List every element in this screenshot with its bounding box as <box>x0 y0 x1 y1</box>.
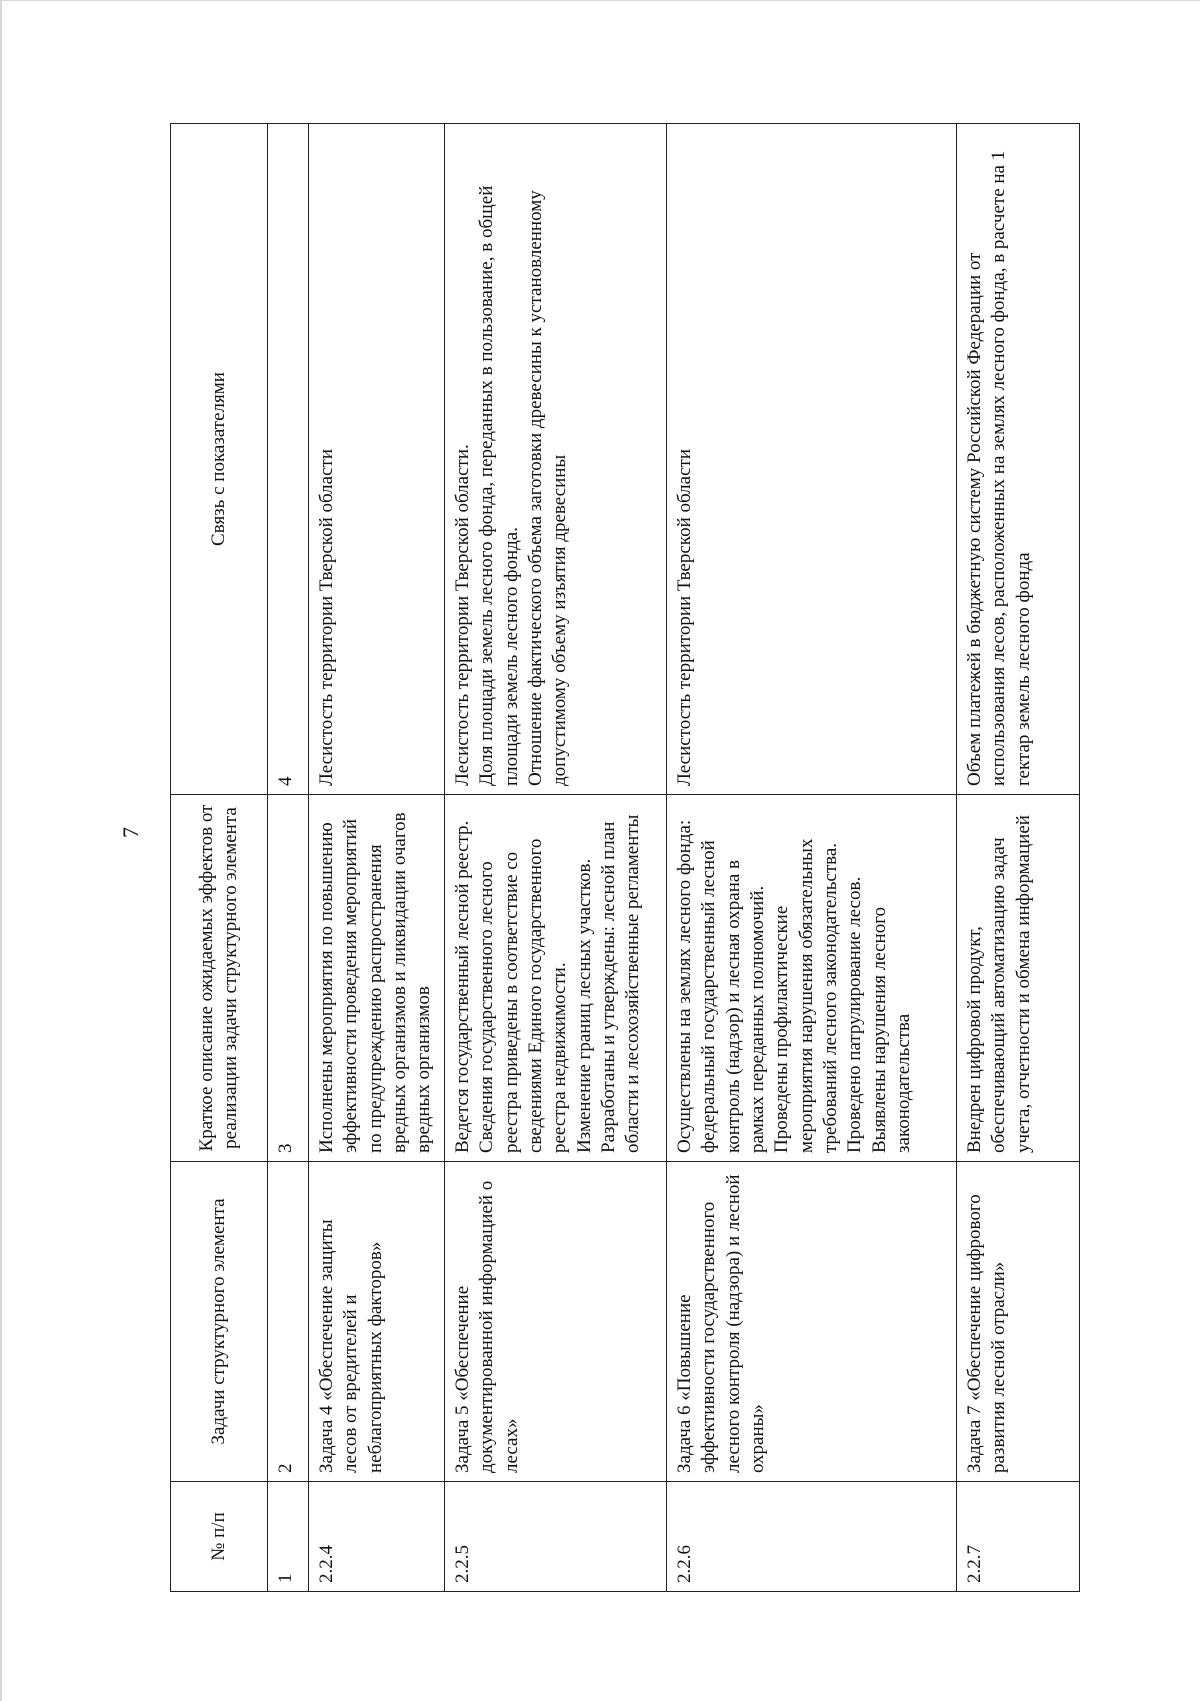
page-number: 7 <box>118 827 143 838</box>
effect-line: Сведения государственного лесного реестра приведены в соответствие со сведениями Единого государственного реестра недвижимости. <box>476 838 571 1153</box>
row-indicators <box>957 124 1080 795</box>
indicator-line: Лесистость территории Тверской области <box>674 449 695 786</box>
indicator-line: Доля площади земель лесного фонда, переданных в пользование, в общей площади земель лесного фонда. <box>476 185 522 786</box>
row-id: 2.2.4 <box>309 1482 445 1592</box>
scan-edge-top <box>0 0 1200 1</box>
column-number-3: 3 <box>268 795 309 1162</box>
effect-line: Выявлены нарушения лесного законодательства <box>868 906 914 1153</box>
effect-line: Разработаны и утверждены: лесной план области и лесохозяйственные регламенты <box>597 814 644 1153</box>
row-id: 2.2.5 <box>445 1482 667 1592</box>
header-cell-indicators: Связь с показателями <box>171 124 268 795</box>
effect-line: Ведется государственный лесной реестр. <box>452 820 473 1153</box>
table-header-row <box>171 124 268 1592</box>
rotated-page-content <box>170 124 1080 1592</box>
row-effects <box>667 795 957 1162</box>
effect-line: Проведены профилактические мероприятия нарушения обязательных требований лесного законодательства. <box>771 838 841 1153</box>
row-id: 2.2.7 <box>957 1482 1080 1592</box>
effect-line: Исполнены мероприятия по повышению эффективности проведения мероприятий по предупреждению распространения вредных организмов и ликвидации очагов вредных организмов <box>316 812 435 1153</box>
row-indicators <box>309 124 445 795</box>
row-task: Задача 7 «Обеспечение цифрового развития лесной отрасли» <box>957 1162 1080 1482</box>
table-row <box>309 124 445 1592</box>
row-effects <box>445 795 667 1162</box>
row-id: 2.2.6 <box>667 1482 957 1592</box>
row-task: Задача 6 «Повышение эффективности государственного лесного контроля (надзора) и лесной охраны» <box>667 1162 957 1482</box>
column-numbers-row <box>268 124 309 1592</box>
tasks-table <box>170 123 1080 1592</box>
row-effects <box>309 795 445 1162</box>
header-cell-tasks: Задачи структурного элемента <box>171 1162 268 1482</box>
effect-line: Проведено патрулирование лесов. <box>844 876 866 1153</box>
column-number-2: 2 <box>268 1162 309 1482</box>
row-task: Задача 5 «Обеспечение документированной информацией о лесах» <box>445 1162 667 1482</box>
effect-line: Изменение границ лесных участков. <box>573 858 595 1153</box>
row-effects <box>957 795 1080 1162</box>
table-row <box>445 124 667 1592</box>
header-cell-number: № п/п <box>171 1482 268 1592</box>
table-row <box>667 124 957 1592</box>
row-task: Задача 4 «Обеспечение защиты лесов от вредителей и неблагоприятных факторов» <box>309 1162 445 1482</box>
column-number-4: 4 <box>268 124 309 795</box>
effect-line: Внедрен цифровой продукт, обеспечивающий автоматизацию задач учета, отчетности и обмена информацией <box>964 815 1034 1153</box>
row-indicators <box>667 124 957 795</box>
indicator-line: Лесистость территории Тверской области <box>316 449 337 786</box>
indicator-line: Отношение фактического объема заготовки древесины к установленному допустимому объему изъятия древесины <box>524 190 571 786</box>
scan-edge-left <box>0 0 2 1701</box>
column-number-1: 1 <box>268 1482 309 1592</box>
table-row <box>957 124 1080 1592</box>
row-indicators <box>445 124 667 795</box>
indicator-line: Объем платежей в бюджетную систему Российской Федерации от использования лесов, расположенных на землях лесного фонда, в расчете на 1 гектар земель лесного фонда <box>964 150 1034 786</box>
indicator-line: Лесистость территории Тверской области. <box>452 444 473 786</box>
effect-line: Осуществлены на землях лесного фонда: федеральный государственный лесной контроль (надзор) и лесная охрана в рамках переданных полномочий. <box>674 819 768 1153</box>
header-cell-effects: Краткое описание ожидаемых эффектов от реализации задачи структурного элемента <box>171 795 268 1162</box>
